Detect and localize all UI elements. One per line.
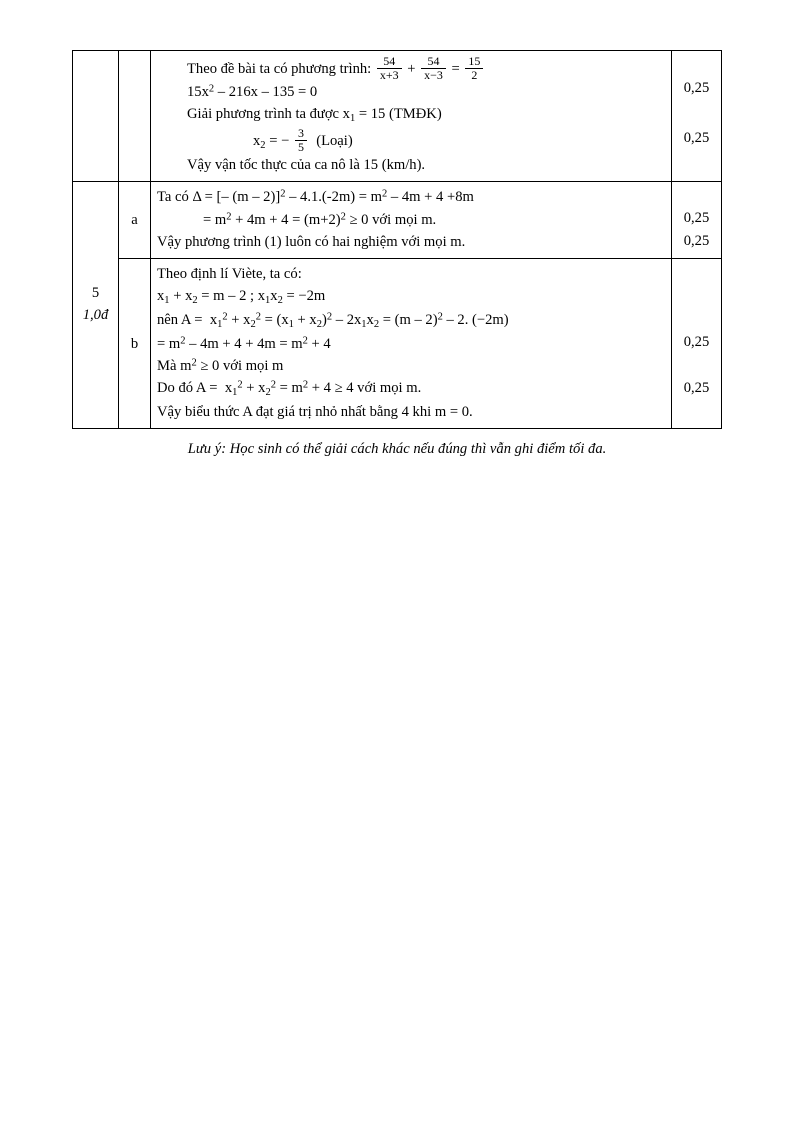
question-part-label: a [131,212,138,229]
score-value: 0,25 [683,210,710,227]
score-value: 0,25 [683,333,710,350]
solution-line: Mà $m^2 \ge 0$ với mọi m [157,357,284,375]
fraction-15-over-2: $\frac{15}{2}$ [465,55,483,81]
score-cell-5b [672,258,722,428]
question-total-score: 1,0đ [82,307,109,324]
score-value: 0,25 [683,379,710,396]
question-part-cell-b [119,258,151,428]
solution-line: $x_2$ = − $\frac{3}{5}$ (Loại) [253,126,353,154]
question-number: 5 [91,285,100,302]
solution-line: Vậy biểu thức A đạt giá trị nhỏ nhất bằng 4 khi m = 0. [157,404,473,421]
solution-line [157,55,665,81]
table-row [73,51,722,182]
solution-line: = $m^2 + 4m + 4 = (m+2)^2 \ge 0$ với mọi m. [203,210,437,228]
solution-line: Do đó $A = x_1^2 + x_2^2 = m^2 + 4 \ge 4$ với mọi m. [157,379,422,399]
solution-cell-5b [151,258,672,428]
answer-key-table [72,50,722,429]
question-part-cell-a [119,182,151,259]
solution-cell-5a [151,182,672,259]
solution-line: $x_1 + x_2 = m - 2$ ; $x_1x_2 = -2m$ [157,288,326,307]
solution-text: Theo đề bài ta có phương trình: [187,61,372,78]
score-value: 0,25 [683,233,710,250]
plus-operator: + [407,61,416,78]
score-value: 0,25 [683,80,710,96]
fraction-3-over-5: $\frac{3}{5}$ [295,127,307,153]
question-part-label: b [130,335,139,352]
solution-line: nên $A = x_1^2 + x_2^2 = (x_1 + x_2)^2 - 2x_1x_2 = (m - 2)^2 - 2$. (−2m) [157,311,509,330]
footer-note: Lưu ý: Học sinh có thể giải cách khác nếu đúng thì vẫn ghi điểm tối đa. [187,441,607,458]
score-cell-5a [672,182,722,259]
question-number-cell-empty [73,51,119,182]
table-row [73,258,722,428]
score-value: 0,25 [683,130,710,146]
score-cell-1 [672,51,722,182]
question-number-cell-5 [73,182,119,429]
fraction-54-over-x-minus-3: $\frac{54}{x-3}$ [421,55,446,81]
table-row [73,182,722,259]
fraction-54-over-x-plus-3: $\frac{54}{x+3}$ [377,55,402,81]
solution-line: Ta có Δ = [– $(m - 2)]^2 - 4.1.(-2m) = m^2 - 4m + 4 +8m$ [157,188,474,206]
question-part-cell-empty [119,51,151,182]
solution-cell-1 [151,51,672,182]
solution-line: $15x^2 - 216x - 135 = 0$ [187,83,318,101]
solution-line: Theo định lí Viète, ta có: [157,265,302,282]
equals-operator: = [451,61,460,78]
solution-line: Vậy vận tốc thực của ca nô là 15 (km/h). [187,157,426,174]
solution-line: = $m^2 - 4m + 4 + 4m = m^2 + 4$ [157,335,331,352]
solution-line: Giải phương trình ta được $x_1 = 15$ (TMĐK) [187,106,442,125]
solution-line: Vậy phương trình (1) luôn có hai nghiệm với mọi m. [157,233,466,250]
